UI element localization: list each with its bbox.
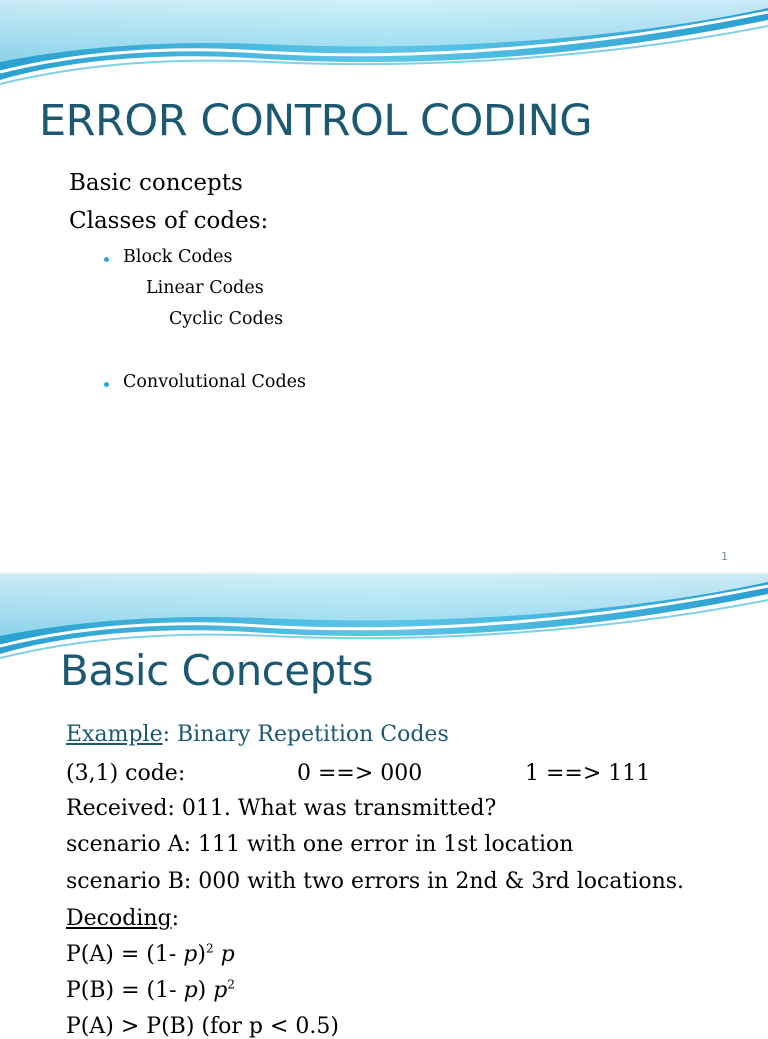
slide-title: ERROR CONTROL CODING xyxy=(39,96,593,146)
code-label: (3,1) code: xyxy=(66,761,186,786)
list-item-linear-codes: Linear Codes xyxy=(146,278,264,298)
list-item-convolutional-codes: Convolutional Codes xyxy=(123,372,306,392)
example-line xyxy=(66,722,449,747)
list-item-classes-of-codes: Classes of codes: xyxy=(69,208,269,234)
slide-2 xyxy=(0,574,768,1039)
slide-title: Basic Concepts xyxy=(60,646,374,695)
decoding-colon: : xyxy=(171,906,180,931)
list-item-block-codes: Block Codes xyxy=(123,247,233,267)
list-item-cyclic-codes: Cyclic Codes xyxy=(169,309,284,329)
mapping-zero: 0 ==> 000 xyxy=(297,761,423,786)
bullet-icon xyxy=(104,257,109,262)
scenario-a: scenario A: 111 with one error in 1st location xyxy=(66,832,574,857)
pa-close: ) xyxy=(197,942,206,967)
pb-p: p xyxy=(183,978,198,1003)
pa-left: P(A) = (1- xyxy=(66,942,184,967)
pb-close: ) xyxy=(197,978,214,1003)
pa-exponent: 2 xyxy=(205,941,214,956)
probability-a xyxy=(66,942,235,967)
decoding-label: Decoding xyxy=(66,906,172,931)
example-text: : Binary Repetition Codes xyxy=(162,722,449,747)
pb-left: P(B) = (1- xyxy=(66,978,184,1003)
bullet-icon xyxy=(104,382,109,387)
pa-tail: p xyxy=(220,942,235,967)
received-line: Received: 011. What was transmitted? xyxy=(66,796,497,821)
list-item-basic-concepts: Basic concepts xyxy=(69,170,243,196)
scenario-b: scenario B: 000 with two errors in 2nd & 3rd locations. xyxy=(66,869,685,894)
pa-p: p xyxy=(183,942,198,967)
example-label: Example xyxy=(66,722,163,747)
pb-exponent: 2 xyxy=(227,977,235,992)
decoding-heading xyxy=(66,906,179,931)
page-number: 1 xyxy=(721,550,728,563)
probability-b xyxy=(66,978,235,1003)
mapping-one: 1 ==> 111 xyxy=(525,761,651,786)
wave-header-decoration xyxy=(0,0,768,90)
comparison-line: P(A) > P(B) (for p < 0.5) xyxy=(66,1014,339,1039)
pb-tail: p xyxy=(213,978,228,1003)
